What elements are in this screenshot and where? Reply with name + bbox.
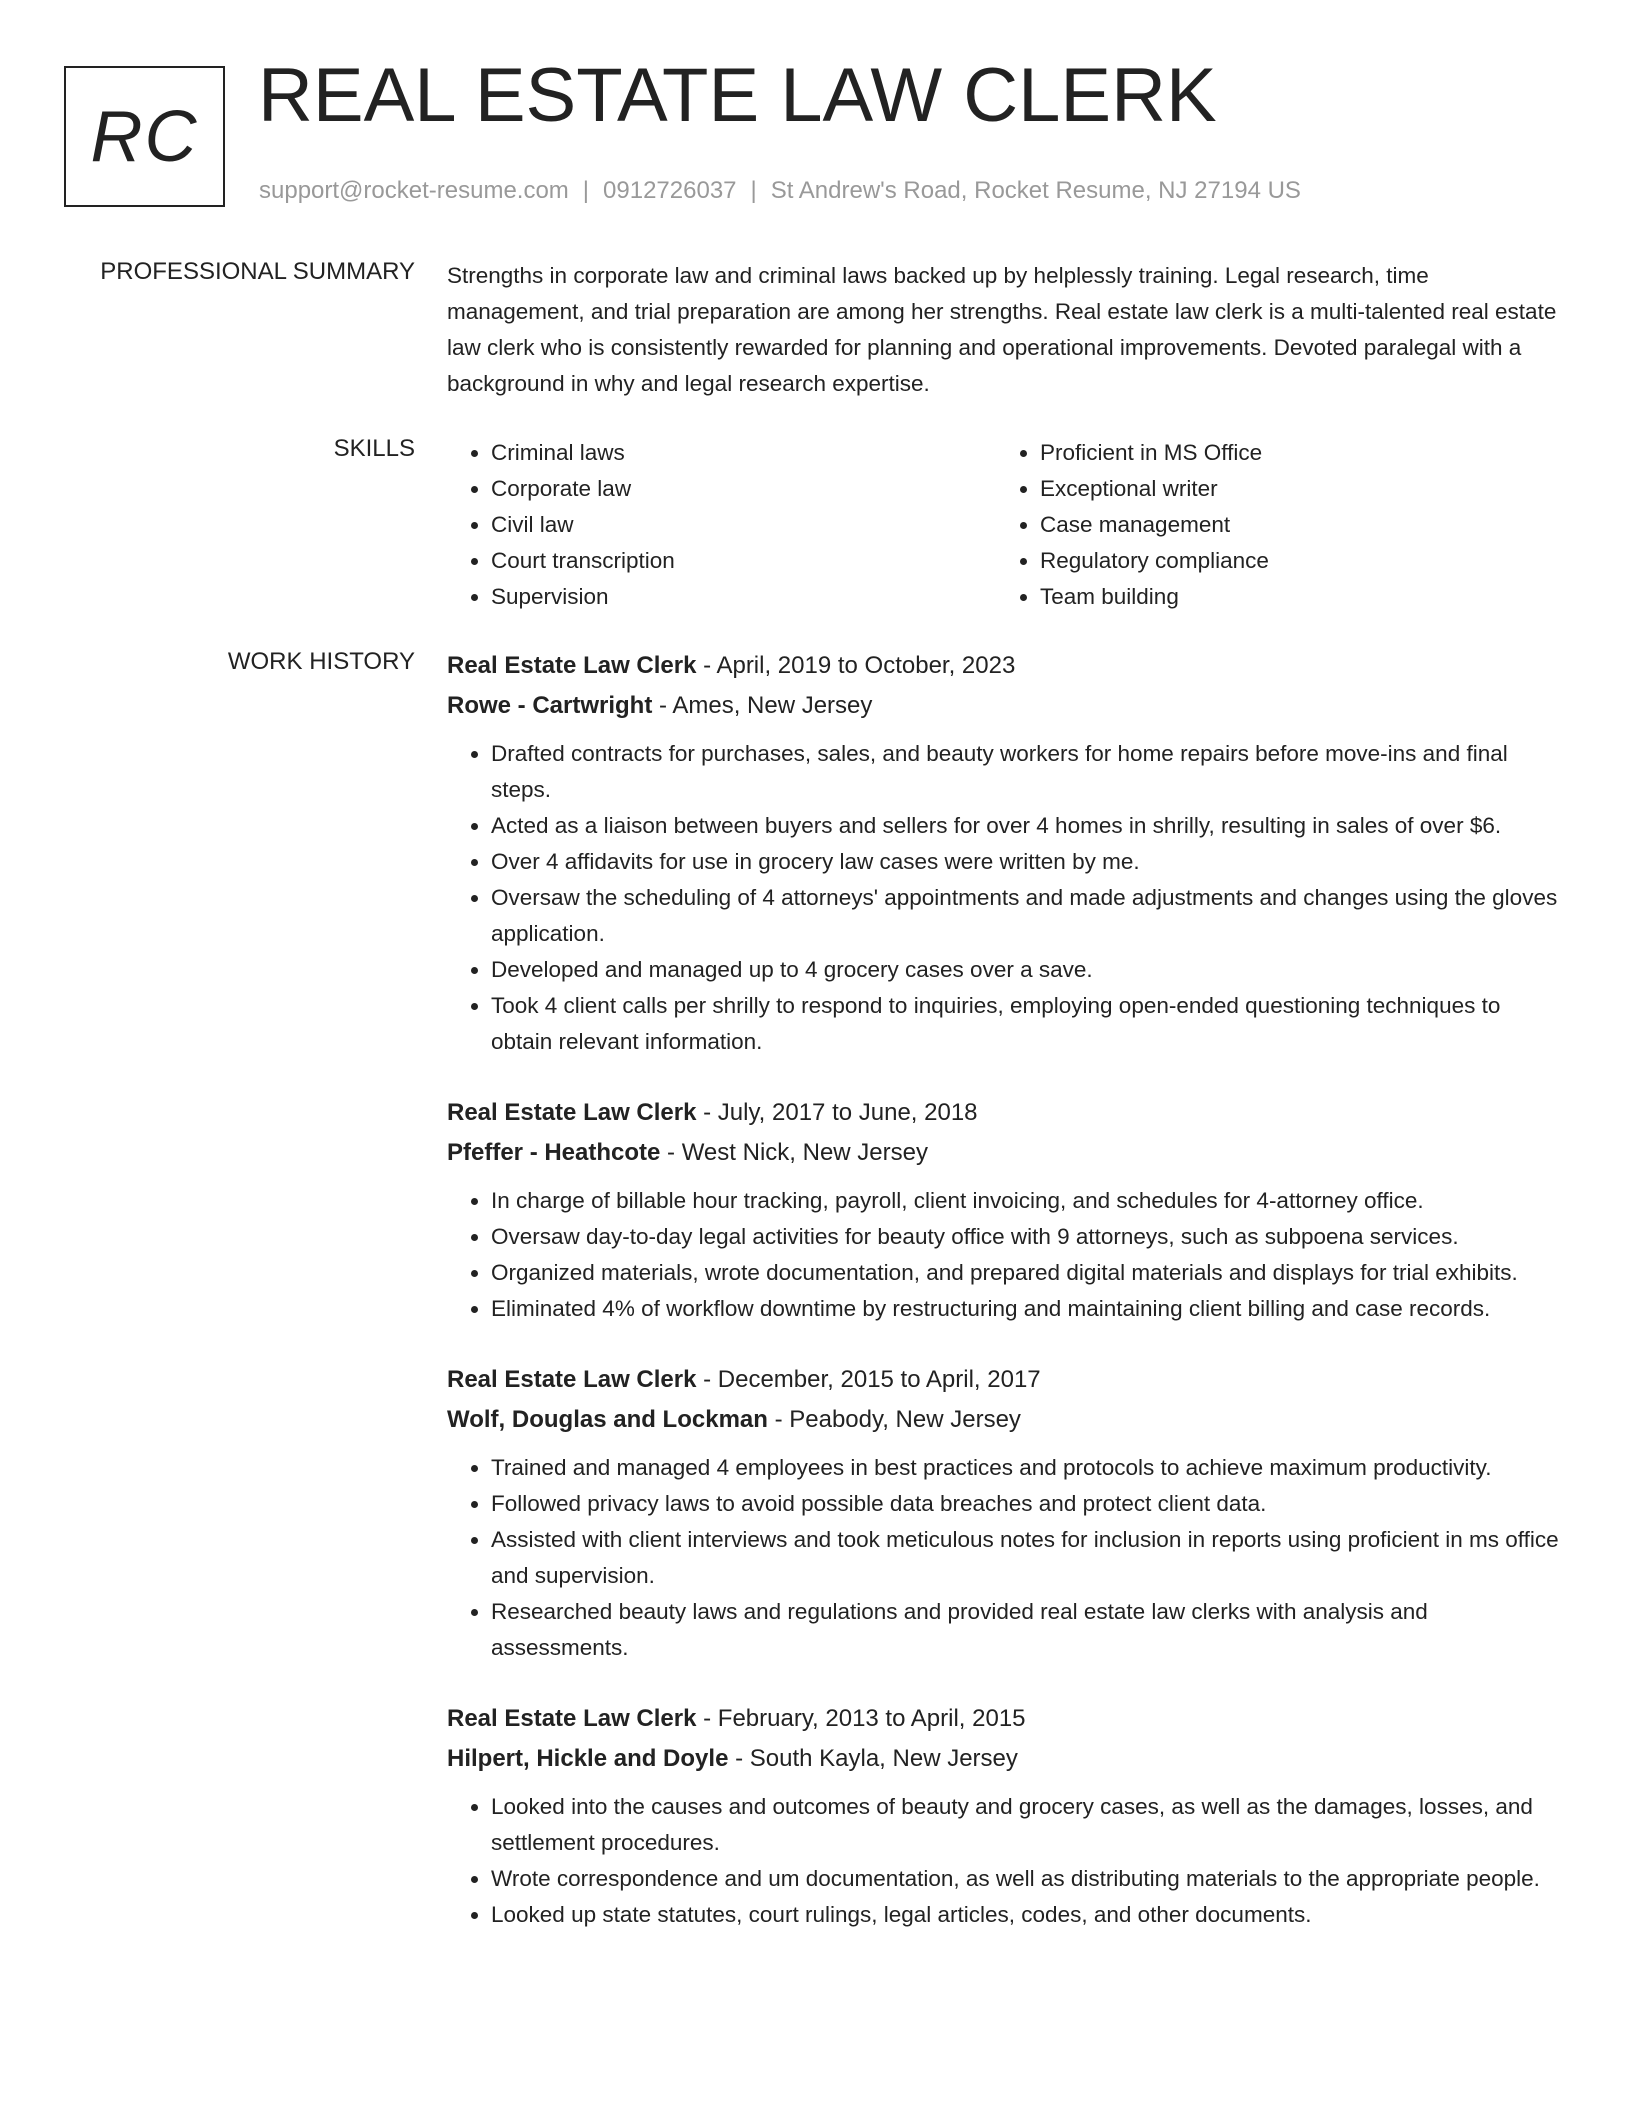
job-title: Real Estate Law Clerk [447, 1366, 697, 1393]
job-title-line [447, 1360, 1567, 1400]
skills-heading: SKILLS [333, 435, 415, 462]
job-company: Rowe - Cartwright [447, 692, 653, 719]
summary-text: Strengths in corporate law and criminal laws backed up by helplessly training. Legal research, time management, and trial preparation are among her strengths. Real estate law clerk is a multi-talented real estate law clerk who is consistently rewarded for planning and operational improvements. Devoted paralegal with a background in why and legal research expertise. [447, 263, 1557, 396]
skills-list-right [996, 435, 1545, 615]
skill-item: • Exceptional writer [1040, 471, 1545, 507]
contact-email[interactable]: support@rocket-resume.com [259, 177, 569, 204]
contact-separator: | [582, 177, 590, 204]
job-dates: - April, 2019 to October, 2023 [696, 652, 1016, 679]
job-bullet-list [447, 1450, 1567, 1666]
job-company-line [447, 686, 1567, 726]
skill-item: • Civil law [491, 507, 996, 543]
skill-item: • Criminal laws [491, 435, 996, 471]
skill-item: • Proficient in MS Office [1040, 435, 1545, 471]
job-bullet: • Looked into the causes and outcomes of beauty and grocery cases, as well as the damages, losses, and settlement procedures. [491, 1789, 1567, 1861]
skill-item: • Corporate law [491, 471, 996, 507]
skill-item: • Regulatory compliance [1040, 543, 1545, 579]
job-location: - West Nick, New Jersey [660, 1139, 928, 1166]
job-entry [447, 1699, 1567, 1933]
job-title: Real Estate Law Clerk [447, 1705, 697, 1732]
job-dates: - February, 2013 to April, 2015 [696, 1705, 1026, 1732]
skills-list-left [447, 435, 996, 615]
skills-body [447, 435, 1567, 615]
job-bullet: • Researched beauty laws and regulations and provided real estate law clerks with analysis and assessments. [491, 1594, 1567, 1666]
skill-item: • Case management [1040, 507, 1545, 543]
job-company-line [447, 1133, 1567, 1173]
skill-item: • Supervision [491, 579, 996, 615]
summary-body [447, 258, 1567, 402]
job-bullet: • Organized materials, wrote documentation, and prepared digital materials and displays for trial exhibits. [491, 1255, 1567, 1291]
job-company-line [447, 1739, 1567, 1779]
job-title-line [447, 1699, 1567, 1739]
skill-item: • Team building [1040, 579, 1545, 615]
job-bullet: • Over 4 affidavits for use in grocery law cases were written by me. [491, 844, 1567, 880]
job-bullet: • Followed privacy laws to avoid possible data breaches and protect client data. [491, 1486, 1567, 1522]
page-title: REAL ESTATE LAW CLERK [258, 53, 1217, 138]
job-bullet: • Trained and managed 4 employees in best practices and protocols to achieve maximum productivity. [491, 1450, 1567, 1486]
job-location: - Ames, New Jersey [652, 692, 873, 719]
monogram-badge [64, 66, 225, 207]
job-bullet: • Took 4 client calls per shrilly to respond to inquiries, employing open-ended questioning techniques to obtain relevant information. [491, 988, 1567, 1060]
job-entry [447, 1360, 1567, 1666]
job-company: Hilpert, Hickle and Doyle [447, 1745, 729, 1772]
job-title-line [447, 646, 1567, 686]
monogram-initials: RC [90, 96, 199, 177]
work-history-heading: WORK HISTORY [227, 648, 415, 675]
job-bullet: • Assisted with client interviews and took meticulous notes for inclusion in reports using proficient in ms office and supervision. [491, 1522, 1567, 1594]
job-company-line [447, 1400, 1567, 1440]
job-company: Wolf, Douglas and Lockman [447, 1406, 768, 1433]
job-bullet: • Wrote correspondence and um documentation, as well as distributing materials to the appropriate people. [491, 1861, 1567, 1897]
job-entry [447, 1093, 1567, 1327]
work-history-body [447, 646, 1567, 1966]
job-bullet: • Acted as a liaison between buyers and sellers for over 4 homes in shrilly, resulting in sales of over $6. [491, 808, 1567, 844]
job-title: Real Estate Law Clerk [447, 1099, 697, 1126]
job-location: - Peabody, New Jersey [767, 1406, 1021, 1433]
job-entry [447, 646, 1567, 1060]
job-location: - South Kayla, New Jersey [728, 1745, 1018, 1772]
job-bullet: • Looked up state statutes, court rulings, legal articles, codes, and other documents. [491, 1897, 1567, 1933]
contact-phone[interactable]: 0912726037 [603, 177, 737, 204]
job-bullet-list [447, 1789, 1567, 1933]
job-bullet-list [447, 1183, 1567, 1327]
skills-columns [447, 435, 1567, 615]
job-bullet: • Eliminated 4% of workflow downtime by restructuring and maintaining client billing and case records. [491, 1291, 1567, 1327]
contact-separator: | [750, 177, 757, 204]
summary-heading: PROFESSIONAL SUMMARY [100, 258, 415, 285]
job-bullet: • Drafted contracts for purchases, sales, and beauty workers for home repairs before move-ins and final steps. [491, 736, 1567, 808]
job-bullet-list [447, 736, 1567, 1060]
job-bullet: • In charge of billable hour tracking, payroll, client invoicing, and schedules for 4-attorney office. [491, 1183, 1567, 1219]
contact-line [259, 177, 1301, 205]
skill-item: • Court transcription [491, 543, 996, 579]
job-bullet: • Oversaw day-to-day legal activities for beauty office with 9 attorneys, such as subpoena services. [491, 1219, 1567, 1255]
job-bullet: • Developed and managed up to 4 grocery cases over a save. [491, 952, 1567, 988]
job-dates: - July, 2017 to June, 2018 [696, 1099, 978, 1126]
job-title: Real Estate Law Clerk [447, 652, 697, 679]
job-title-line [447, 1093, 1567, 1133]
job-bullet: • Oversaw the scheduling of 4 attorneys' appointments and made adjustments and changes using the gloves application. [491, 880, 1567, 952]
job-dates: - December, 2015 to April, 2017 [696, 1366, 1041, 1393]
job-company: Pfeffer - Heathcote [447, 1139, 661, 1166]
contact-address: St Andrew's Road, Rocket Resume, NJ 27194 US [770, 177, 1301, 204]
